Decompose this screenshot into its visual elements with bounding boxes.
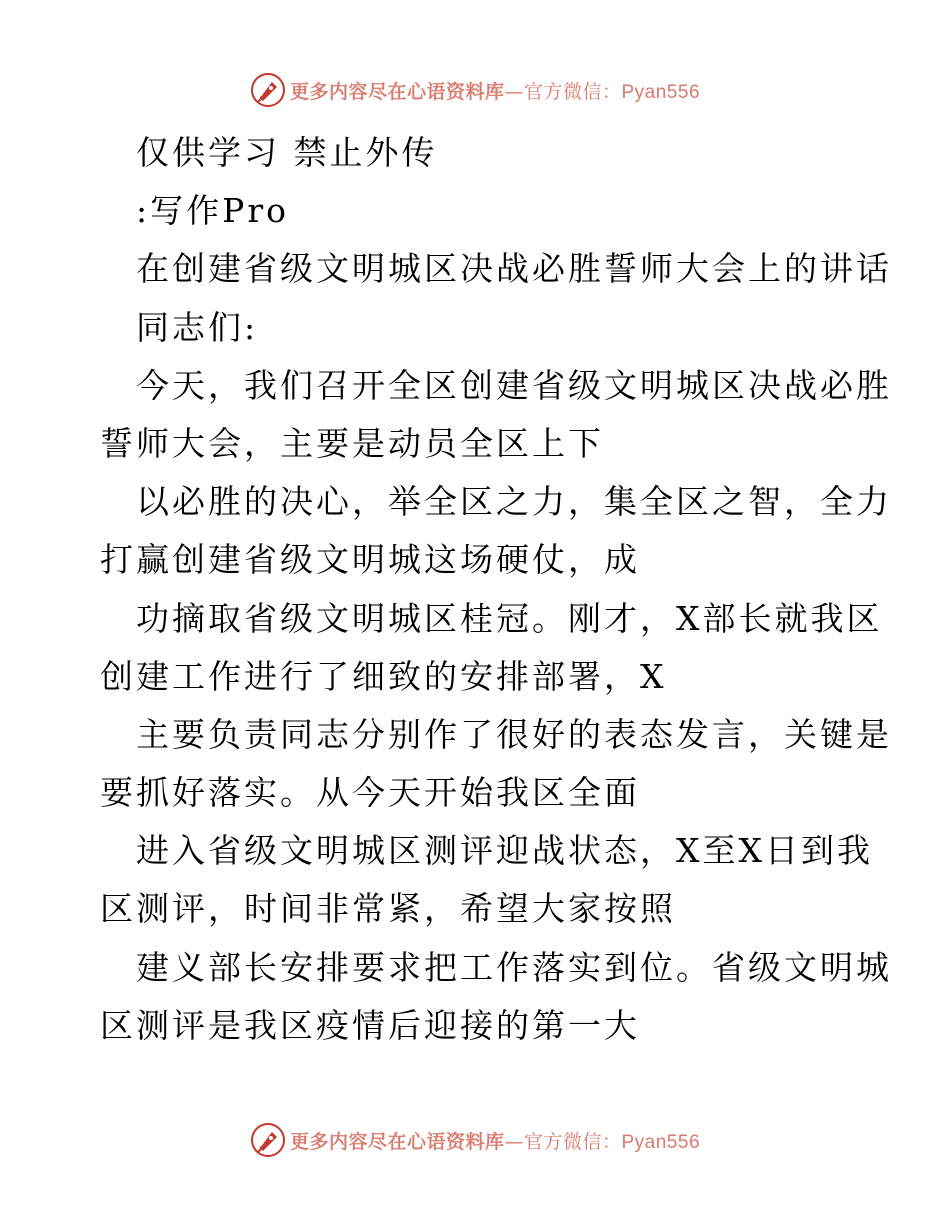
text-line: 建义部长安排要求把工作落实到位。省级文明城 — [136, 947, 892, 987]
banner-site-name: 更多内容尽在心语资料库 — [289, 80, 505, 103]
text-line: 誓师大会，主要是动员全区上下 — [100, 423, 604, 463]
text-line: 功摘取省级文明城区桂冠。刚才，X部长就我区 — [136, 598, 883, 638]
pen-nib-logo-icon — [250, 1122, 286, 1158]
text-line: 仅供学习 禁止外传 — [136, 133, 438, 172]
banner-text — [290, 1127, 700, 1154]
header-banner — [0, 70, 950, 110]
text-line: 同志们: — [136, 307, 259, 347]
text-line: 创建工作进行了细致的安排部署，X — [100, 656, 667, 696]
banner-text — [290, 77, 700, 104]
footer-banner — [0, 1120, 950, 1160]
text-line: 在创建省级文明城区决战必胜誓师大会上的讲话 — [136, 249, 892, 289]
text-line: 区测评，时间非常紧，希望大家按照 — [100, 889, 676, 929]
banner-wechat-label: 官方微信： — [523, 80, 622, 103]
text-line: 主要负责同志分别作了很好的表态发言，关键是 — [136, 714, 892, 754]
text-line: 打赢创建省级文明城这场硬仗，成 — [100, 540, 640, 580]
banner-site-name: 更多内容尽在心语资料库 — [289, 1130, 505, 1153]
banner-separator: — — [504, 80, 524, 103]
banner-handle: Pyan556 — [621, 81, 701, 103]
text-line: :写作Pro — [136, 191, 289, 231]
text-line: 进入省级文明城区测评迎战状态，X至X日到我 — [136, 831, 873, 871]
banner-handle: Pyan556 — [621, 1131, 701, 1153]
text-line: 以必胜的决心，举全区之力，集全区之智，全力 — [136, 482, 892, 522]
pen-nib-logo-icon — [250, 72, 286, 108]
document-body — [100, 124, 892, 1055]
text-line: 今天，我们召开全区创建省级文明城区决战必胜 — [136, 365, 892, 405]
text-line: 区测评是我区疫情后迎接的第一大 — [100, 1005, 640, 1045]
banner-separator: — — [504, 1130, 524, 1153]
text-line: 要抓好落实。从今天开始我区全面 — [100, 773, 640, 813]
banner-wechat-label: 官方微信： — [523, 1130, 622, 1153]
